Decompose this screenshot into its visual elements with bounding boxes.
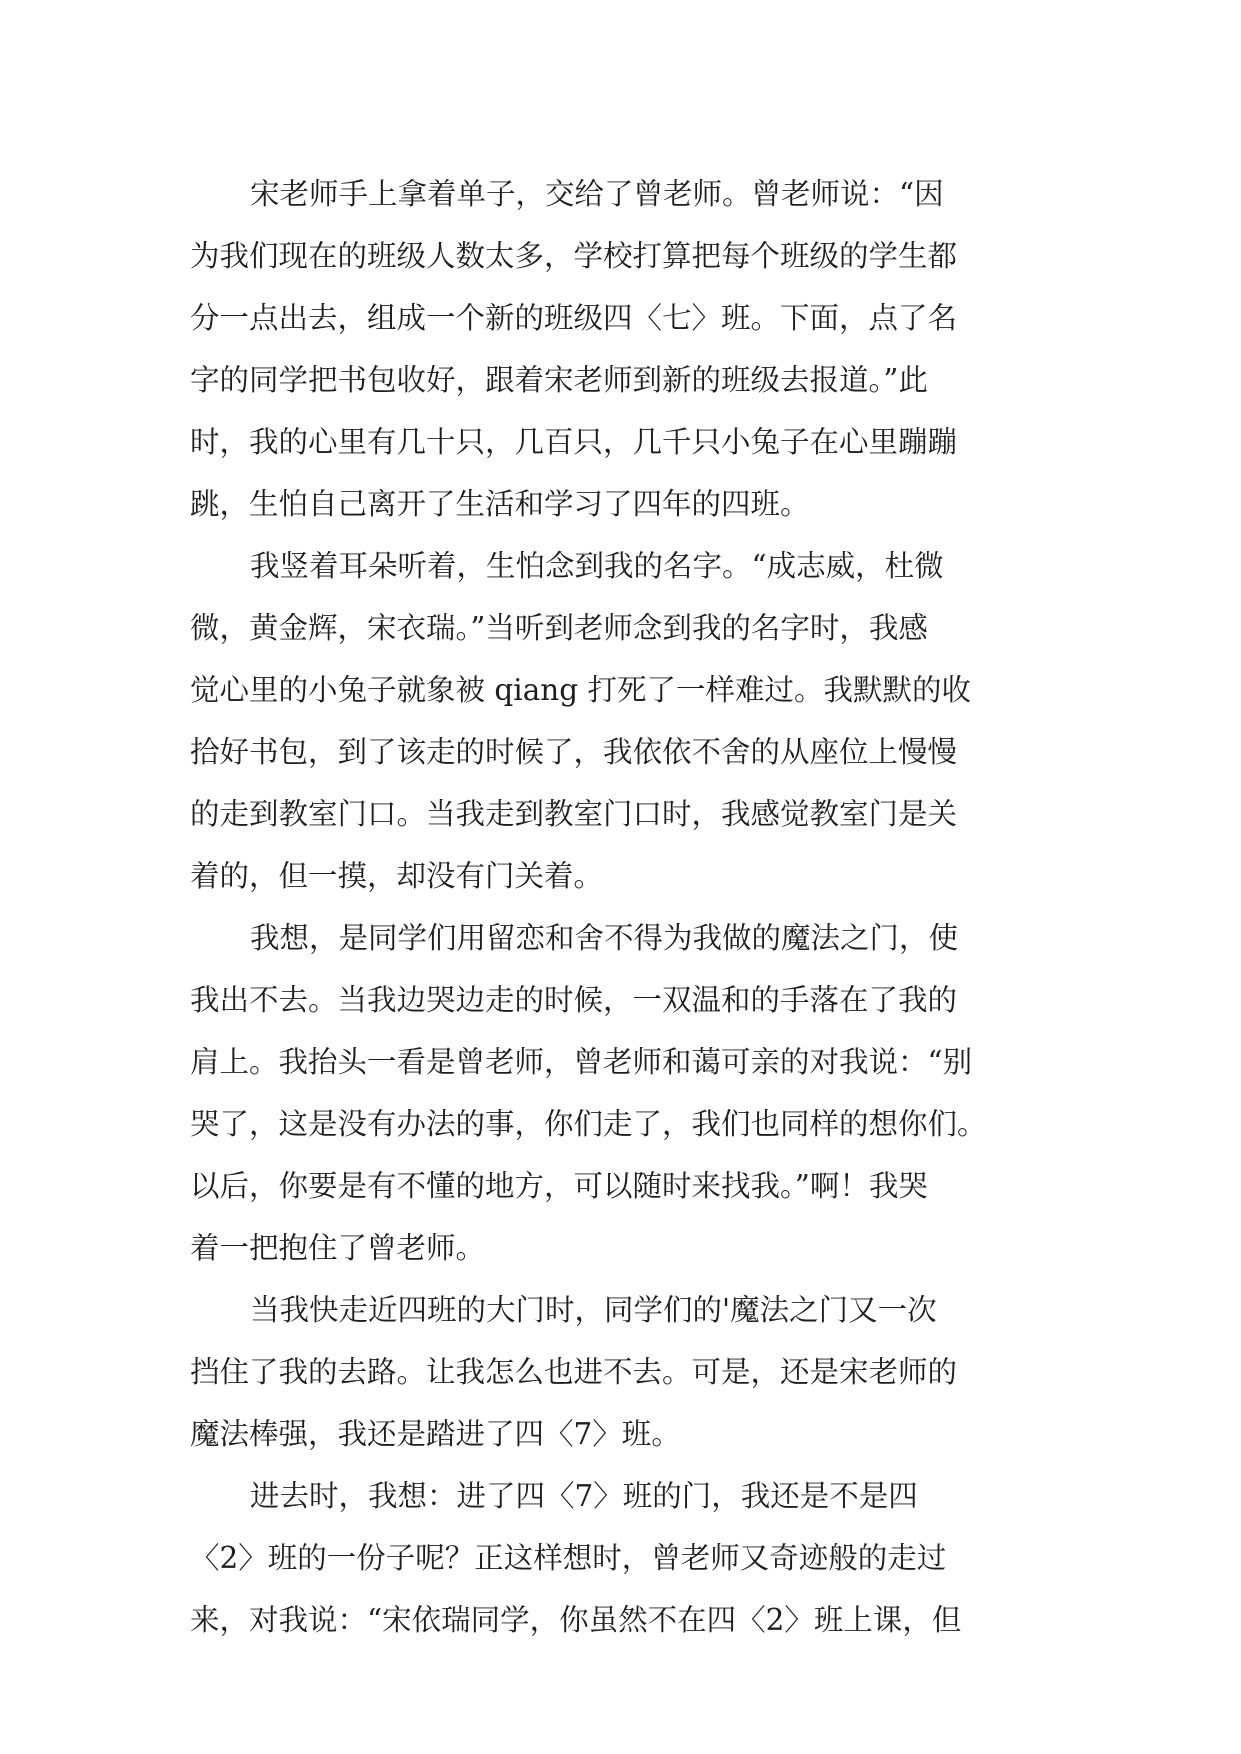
paragraph-3 [190, 907, 1052, 1279]
text-line: 挡住了我的去路。让我怎么也进不去。可是，还是宋老师的 [190, 1355, 958, 1389]
text-line: 跳，生怕自己离开了生活和学习了四年的四班。 [190, 487, 810, 521]
text-line: 字的同学把书包收好，跟着宋老师到新的班级去报道。”此 [190, 363, 928, 397]
text-line: 魔法棒强，我还是踏进了四〈7〉班。 [190, 1417, 681, 1451]
text-line: 以后，你要是有不懂的地方，可以随时来找我。”啊！我哭 [190, 1169, 928, 1203]
text-line: 我竖着耳朵听着，生怕念到我的名字。“成志威，杜微 [250, 549, 944, 583]
text-line: 当我快走近四班的大门时，同学们的'魔法之门又一次 [250, 1293, 937, 1327]
text-line: 肩上。我抬头一看是曾老师，曾老师和蔼可亲的对我说：“别 [190, 1045, 973, 1079]
document-body [190, 163, 1052, 1651]
text-line: 为我们现在的班级人数太多，学校打算把每个班级的学生都 [190, 239, 958, 273]
text-line: 微，黄金辉，宋衣瑞。”当听到老师念到我的名字时，我感 [190, 611, 928, 645]
text-line: 分一点出去，组成一个新的班级四〈七〉班。下面，点了名 [190, 301, 958, 335]
text-line: 我想，是同学们用留恋和舍不得为我做的魔法之门，使 [250, 921, 959, 955]
text-line: 宋老师手上拿着单子，交给了曾老师。曾老师说：“因 [250, 177, 944, 211]
text-line: 的走到教室门口。当我走到教室门口时，我感觉教室门是关 [190, 797, 958, 831]
text-line: 拾好书包，到了该走的时候了，我依依不舍的从座位上慢慢 [190, 735, 958, 769]
text-line: 着一把抱住了曾老师。 [190, 1231, 486, 1265]
paragraph-2 [190, 535, 1052, 907]
text-line: 哭了，这是没有办法的事，你们走了，我们也同样的想你们。 [190, 1107, 987, 1141]
paragraph-1 [190, 163, 1052, 535]
text-line: 觉心里的小兔子就象被 qiang 打死了一样难过。我默默的收 [190, 673, 972, 707]
text-line: 我出不去。当我边哭边走的时候，一双温和的手落在了我的 [190, 983, 958, 1017]
text-line: 〈2〉班的一份子呢？正这样想时，曾老师又奇迹般的走过 [190, 1541, 947, 1575]
text-line: 着的，但一摸，却没有门关着。 [190, 859, 604, 893]
paragraph-5 [190, 1465, 1052, 1651]
text-line: 来，对我说：“宋依瑞同学，你虽然不在四〈2〉班上课，但 [190, 1603, 962, 1637]
paragraph-4 [190, 1279, 1052, 1465]
text-line: 进去时，我想：进了四〈7〉班的门，我还是不是四 [250, 1479, 918, 1513]
text-line: 时，我的心里有几十只，几百只，几千只小兔子在心里蹦蹦 [190, 425, 958, 459]
